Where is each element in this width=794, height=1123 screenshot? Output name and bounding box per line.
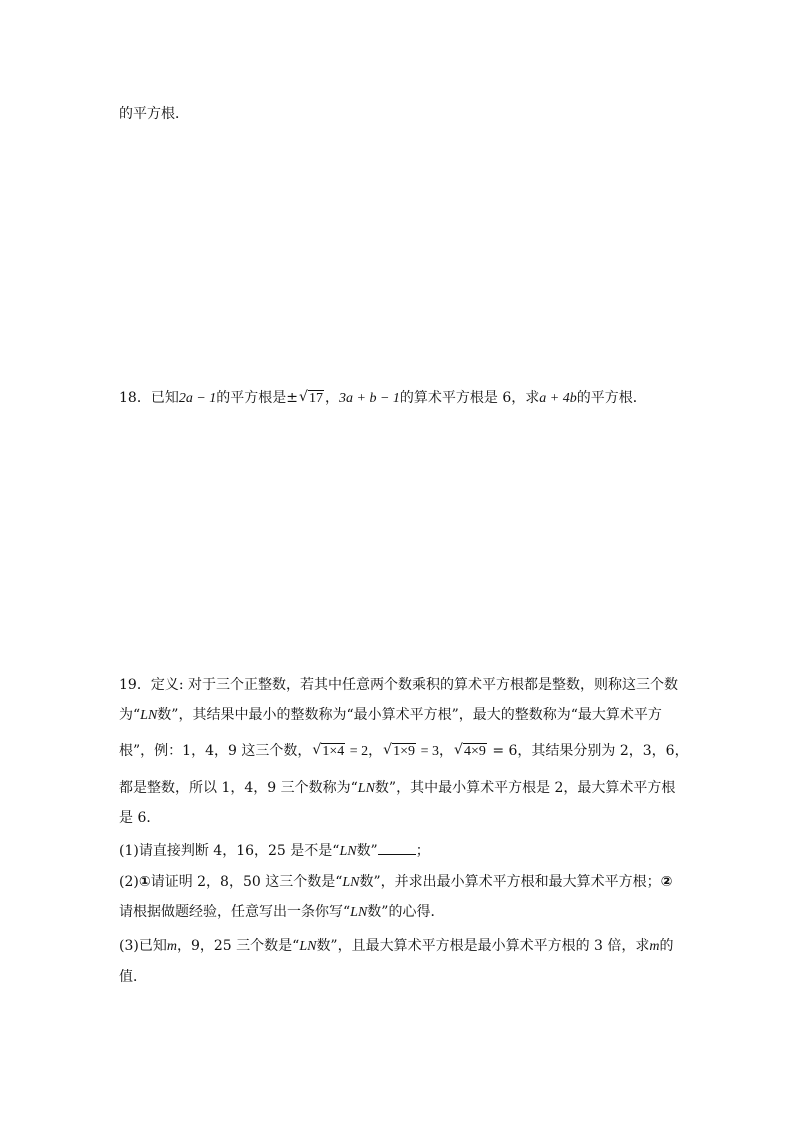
text: = 3， (417, 744, 453, 759)
text: (1)请直接判断 4，16，25 是不是“ (119, 843, 340, 859)
question-18 (119, 388, 647, 409)
text: ，9，25 三个数是“ (176, 938, 300, 954)
text: (2) (119, 874, 139, 890)
question-19-part-2-line-2 (119, 902, 444, 923)
question-19-line-1 (119, 675, 678, 695)
text: 数”，其中最小算术平方根是 2，最大算术平方根 (374, 780, 676, 796)
ln-term: LN (342, 875, 360, 890)
text: = 6，其结果分别为 2，3，6， (487, 743, 689, 759)
text: 的平方根． (119, 106, 189, 122)
question-19-part-3-line-1 (119, 936, 674, 957)
text: = 2， (346, 744, 383, 759)
text: 的平方根． (576, 390, 647, 406)
sqrt-expression: √ 17 (299, 389, 324, 406)
ln-term: LN (339, 844, 357, 859)
text: 的算术平方根是 6，求 (399, 390, 540, 406)
text: 是 6． (119, 810, 161, 826)
answer-blank[interactable] (378, 842, 416, 855)
line-continuation (119, 104, 189, 124)
text: 数”，且最大算术平方根是最小算术平方根的 3 倍，求 (316, 938, 650, 954)
text: 请根据做题经验，任意写出一条你写“ (119, 904, 351, 920)
sqrt-expression: √ 1×4 (312, 742, 345, 759)
text: 的 (659, 938, 674, 954)
circled-one-icon: ① (138, 874, 151, 890)
text: 数”，并求出最小算术平方根和最大算术平方根； (359, 874, 661, 890)
question-19-line-5 (119, 808, 160, 828)
ln-term: LN (140, 708, 158, 723)
question-19-part-3-line-2 (119, 967, 147, 987)
text: 数”，其结果中最小的整数称为“最小算术平方根”，最大的整数称为“最大算术平方 (157, 707, 662, 723)
text: 请证明 2，8，50 这三个数是“ (150, 874, 343, 890)
question-19-part-1 (119, 841, 430, 862)
ln-term: LN (357, 781, 375, 796)
question-19-part-2-line-1 (119, 872, 673, 893)
text: 数” (356, 843, 378, 859)
text: 19．定义: 对于三个正整数，若其中任意两个数乘积的算术平方根都是整数，则称这三个数 (119, 677, 678, 693)
question-19-line-3 (119, 741, 689, 762)
math-expression: 3a + b − 1 (339, 391, 400, 406)
text: 为“ (119, 707, 141, 723)
math-expression: 2a − 1 (178, 391, 217, 406)
text: (3)已知 (119, 938, 167, 954)
question-19-line-2 (119, 705, 662, 726)
text: 都是整数，所以 1，4，9 三个数称为“ (119, 780, 358, 796)
text: ； (415, 843, 430, 859)
variable-m: m (166, 939, 177, 954)
text: 值． (119, 969, 147, 985)
circled-two-icon: ② (660, 874, 673, 890)
text: ， (325, 390, 340, 406)
sqrt-expression: √ 1×9 (383, 742, 416, 759)
text: 数”的心得． (367, 904, 445, 920)
variable-m: m (649, 939, 660, 954)
math-expression: a + 4b (539, 391, 577, 406)
question-19-line-4 (119, 778, 675, 799)
text: 根”，例：1，4，9 这三个数， (119, 743, 312, 759)
ln-term: LN (299, 939, 317, 954)
sqrt-expression: √ 4×9 (453, 742, 486, 759)
text: 18．已知 (119, 390, 179, 406)
ln-term: LN (350, 905, 368, 920)
text: 的平方根是± (216, 390, 299, 406)
